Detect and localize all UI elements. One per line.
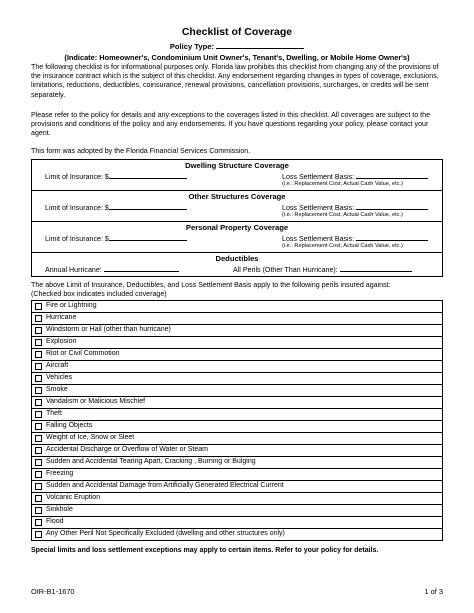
deductibles-section [32,252,442,276]
dwelling-loss-label: Loss Settlement Basis: [282,172,355,181]
personal-limit [45,233,187,243]
perils-instructions: (Checked box indicates included coverage) [31,289,167,298]
peril-label: Riot or Civil Commotion [46,350,120,358]
peril-label: Flood [46,518,64,526]
peril-row [32,312,442,324]
personal-limit-field[interactable] [109,233,187,241]
personal-limit-label: Limit of Insurance: $ [45,234,109,243]
peril-row [32,301,442,312]
peril-row [32,432,442,444]
peril-checkbox[interactable] [35,303,42,310]
peril-checkbox[interactable] [35,375,42,382]
peril-row [32,336,442,348]
other-loss-field[interactable] [356,202,428,210]
personal-loss [282,233,428,243]
allperils-deductible-field[interactable] [340,264,412,272]
peril-row [32,408,442,420]
dwelling-limit-label: Limit of Insurance: $ [45,172,109,181]
personal-note: (i.e.: Replacement Cost, Actual Cash Value, etc.) [282,242,403,249]
peril-label: Smoke [46,386,68,394]
other-structures-row [32,201,442,212]
special-limits-note: Special limits and loss settlement exceptions may apply to certain items. Refer to your policy for details. [31,547,379,555]
peril-label: Fire or Lightning [46,302,97,310]
peril-label: Freezing [46,470,74,478]
deductibles-row [32,263,442,276]
peril-checkbox[interactable] [35,315,42,322]
perils-table [31,300,443,541]
personal-property-section [32,221,442,252]
personal-property-row [32,232,442,243]
policy-type-label: Policy Type: [169,42,215,51]
page-number: 1 of 3 [424,587,443,596]
peril-row [32,384,442,396]
peril-checkbox[interactable] [35,531,42,538]
peril-row [32,420,442,432]
other-note: (i.e.: Replacement Cost, Actual Cash Value, etc.) [282,211,403,218]
peril-row [32,372,442,384]
peril-row [32,456,442,468]
peril-label: Hurricane [46,314,77,322]
peril-label: Sudden and Accidental Damage from Artificially Generated Electrical Current [46,482,284,490]
coverage-table [31,159,443,277]
peril-row [32,468,442,480]
other-loss-label: Loss Settlement Basis: [282,203,355,212]
policy-type-line [31,41,443,51]
peril-checkbox[interactable] [35,471,42,478]
dwelling-loss-field[interactable] [356,171,428,179]
intro-paragraph-2: Please refer to the policy for details and any exceptions to the coverages listed in this checklist. All coverages are subject to the provisions and conditions of the policy and any endorsements. If you have questions regarding your policy, please contact your agent. [31,110,431,138]
peril-row [32,528,442,540]
peril-label: Any Other Peril Not Specifically Excluded (dwelling and other structures only) [46,530,285,538]
perils-intro: The above Limit of Insurance, Deductibles, and Loss Settlement Basis apply to the following perils insured against: [31,280,391,289]
peril-label: Vehicles [46,374,73,382]
dwelling-note: (i.e.: Replacement Cost, Actual Cash Value, etc.) [282,180,403,187]
peril-checkbox[interactable] [35,387,42,394]
peril-checkbox[interactable] [35,411,42,418]
other-limit [45,202,187,212]
dwelling-loss [282,171,428,181]
peril-checkbox[interactable] [35,339,42,346]
peril-label: Vandalism or Malicious Mischief [46,398,146,406]
other-limit-label: Limit of Insurance: $ [45,203,109,212]
peril-label: Sinkhole [46,506,73,514]
peril-row [32,396,442,408]
personal-note-row [32,243,442,252]
allperils-deductible [233,264,412,274]
peril-checkbox[interactable] [35,435,42,442]
peril-label: Falling Objects [46,422,93,430]
dwelling-section [32,160,442,190]
peril-checkbox[interactable] [35,519,42,526]
dwelling-limit [45,171,187,181]
form-id: OIR-B1-1670 [31,587,75,596]
peril-checkbox[interactable] [35,483,42,490]
peril-row [32,360,442,372]
peril-label: Aircraft [46,362,69,370]
hurricane-deductible-field[interactable] [104,264,179,272]
peril-checkbox[interactable] [35,507,42,514]
peril-checkbox[interactable] [35,495,42,502]
other-limit-field[interactable] [109,202,187,210]
peril-label: Accidental Discharge or Overflow of Water or Steam [46,446,208,454]
peril-row [32,492,442,504]
page-title: Checklist of Coverage [181,26,293,38]
peril-label: Windstorm or Hail (other than hurricane) [46,326,171,334]
hurricane-deductible [45,264,179,274]
peril-label: Sudden and Accidental Tearing Apart, Cracking , Burning or Bulging [46,458,256,466]
intro-paragraph-1: The following checklist is for informational purposes only. Florida law prohibits this checklist from changing any of the provisions of the insurance contract which is the subject of this checklist. Any endorsement regarding changes in types of coverage, exclusions, limitations, reductions, deductibles, coinsurance, renewal provisions, cancellation provisions, surcharges, or credits will be sent separately. [31,63,439,99]
peril-checkbox[interactable] [35,399,42,406]
peril-label: Explosion [46,338,77,346]
peril-row [32,348,442,360]
dwelling-note-row [32,181,442,190]
personal-loss-field[interactable] [356,233,428,241]
peril-row [32,504,442,516]
hurricane-deductible-label: Annual Hurricane: [45,265,102,274]
other-loss [282,202,428,212]
allperils-deductible-label: All Perils (Other Than Hurricane): [233,265,338,274]
checklist-page [31,24,443,555]
peril-row [32,444,442,456]
personal-loss-label: Loss Settlement Basis: [282,234,355,243]
policy-type-field[interactable] [216,41,304,49]
personal-property-title: Personal Property Coverage [185,222,289,232]
intro-paragraph-3: This form was adopted by the Florida Financial Services Commission. [31,147,251,156]
peril-checkbox[interactable] [35,447,42,454]
policy-type-instructions: (Indicate: Homeowner's, Condominium Unit Owner's, Tenant's, Dwelling, or Mobile Home Owner's) [64,53,410,62]
other-note-row [32,212,442,221]
peril-checkbox[interactable] [35,423,42,430]
peril-row [32,480,442,492]
peril-label: Volcanic Eruption [46,494,101,502]
deductibles-title: Deductibles [215,253,259,263]
peril-row [32,516,442,528]
peril-label: Weight of Ice, Snow or Sleet [46,434,135,442]
peril-checkbox[interactable] [35,327,42,334]
peril-checkbox[interactable] [35,351,42,358]
other-structures-title: Other Structures Coverage [188,191,286,201]
dwelling-title: Dwelling Structure Coverage [185,160,289,170]
dwelling-row [32,170,442,181]
dwelling-limit-field[interactable] [109,171,187,179]
peril-row [32,324,442,336]
peril-label: Theft [46,410,62,418]
other-structures-section [32,190,442,221]
peril-checkbox[interactable] [35,363,42,370]
peril-checkbox[interactable] [35,459,42,466]
